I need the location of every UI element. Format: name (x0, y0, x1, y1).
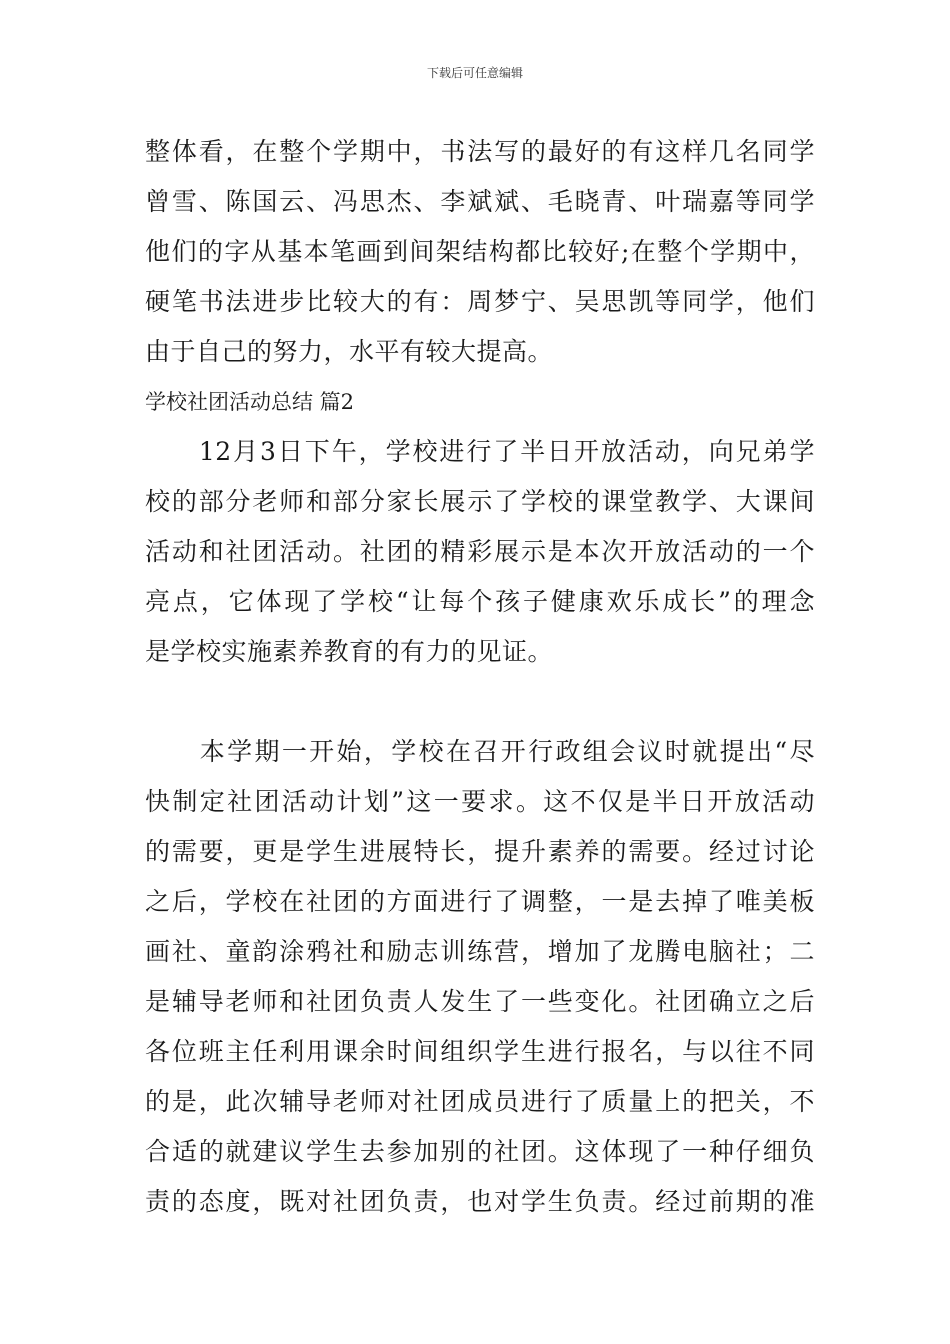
text-line: 是学校实施素养教育的有力的见证。 (145, 637, 554, 666)
text-line: 由于自己的努力，水平有较大提高。 (145, 337, 554, 366)
text-line: 各位班主任利用课余时间组织学生进行报名，与以往不同 (145, 1037, 815, 1066)
text-line: 之后，学校在社团的方面进行了调整，一是去掉了唯美板 (145, 887, 815, 916)
text-line: 活动和社团活动。社团的精彩展示是本次开放活动的一个 (145, 537, 815, 566)
text-line: 硬笔书法进步比较大的有：周梦宁、吴思凯等同学，他们 (145, 287, 815, 316)
text-line: 本学期一开始，学校在召开行政组会议时就提出“尽 (145, 737, 815, 766)
paragraph-3 (145, 727, 815, 1227)
document-body (145, 127, 815, 1227)
text-line: 12月3日下午，学校进行了半日开放活动，向兄弟学 (145, 437, 815, 466)
text-line: 合适的就建议学生去参加别的社团。这体现了一种仔细负 (145, 1137, 815, 1166)
text-line: 亮点，它体现了学校“让每个孩子健康欢乐成长”的理念 (145, 587, 815, 616)
text-line: 是辅导老师和社团负责人发生了一些变化。社团确立之后 (145, 987, 815, 1016)
text-line: 整体看，在整个学期中，书法写的最好的有这样几名同学 (145, 137, 815, 166)
paragraph-spacer (145, 677, 815, 727)
text-line: 画社、童韵涂鸦社和励志训练营，增加了龙腾电脑社；二 (145, 937, 815, 966)
text-line: 的需要，更是学生进展特长，提升素养的需要。经过讨论 (145, 837, 815, 866)
paragraph-2 (145, 427, 815, 677)
text-line: 他们的字从基本笔画到间架结构都比较好;在整个学期中， (145, 237, 815, 266)
text-line: 曾雪、陈国云、冯思杰、李斌斌、毛晓青、叶瑞嘉等同学 (145, 187, 815, 216)
text-line: 责的态度，既对社团负责，也对学生负责。经过前期的准 (145, 1187, 815, 1216)
text-line: 快制定社团活动计划”这一要求。这不仅是半日开放活动 (145, 787, 815, 816)
page-header-note: 下载后可任意编辑 (426, 66, 523, 80)
text-line: 的是，此次辅导老师对社团成员进行了质量上的把关，不 (145, 1087, 815, 1116)
text-line: 校的部分老师和部分家长展示了学校的课堂教学、大课间 (145, 487, 815, 516)
paragraph-1 (145, 127, 815, 377)
section-heading: 学校社团活动总结 篇2 (145, 390, 355, 414)
